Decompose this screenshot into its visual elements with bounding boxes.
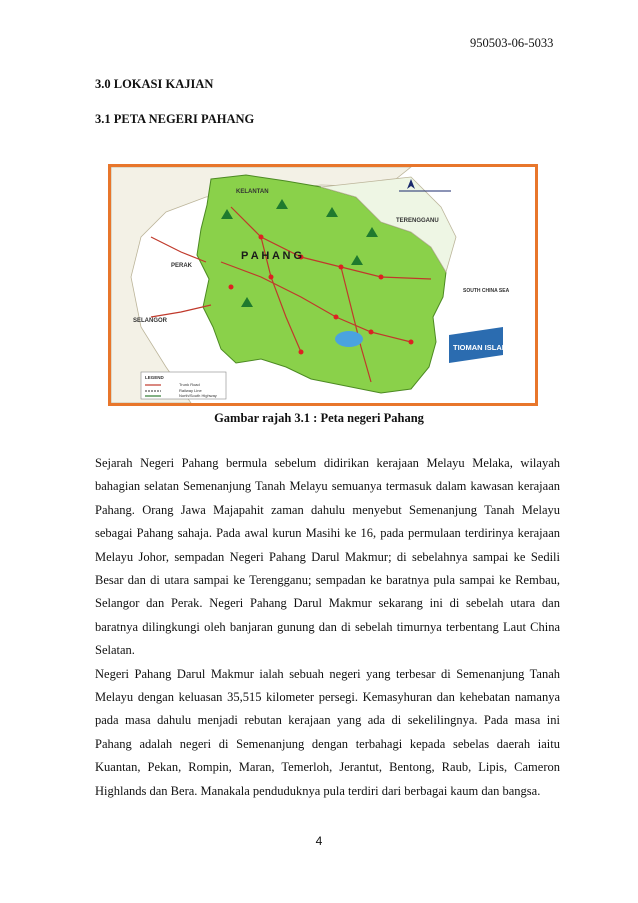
page-number: 4 [315, 834, 323, 848]
selangor-label: SELANGOR [133, 318, 168, 324]
legend-item: Railway Line [179, 388, 202, 393]
legend-title: LEGEND [145, 375, 164, 380]
body-text [95, 452, 560, 803]
legend-item: Trunk Road [179, 382, 200, 387]
sea-label: SOUTH CHINA SEA [463, 288, 510, 294]
lake [335, 331, 363, 347]
map-graphic [111, 167, 535, 403]
island-label: TIOMAN ISLAND [453, 343, 513, 352]
pahang-map [108, 164, 538, 406]
state-name: P A H A N G [241, 250, 303, 262]
terengganu-label: TERENGGANU [396, 218, 439, 224]
kelantan-label: KELANTAN [236, 189, 269, 195]
map-legend [141, 372, 226, 399]
subsection-heading: 3.1 PETA NEGERI PAHANG [95, 112, 255, 126]
legend-item: North/South Highway [179, 393, 217, 398]
student-id: 950503-06-5033 [470, 36, 554, 50]
paragraph: Sejarah Negeri Pahang bermula sebelum didirikan kerajaan Melayu Melaka, wilayah bahagian selatan Semenanjung Tanah Melayu semuanya termasuk dalam kawasan kerajaan Pahang. Orang Jawa Majapahit zaman dahulu menyebut Semenanjung Tanah Melayu sebagai Pahang sahaja. Pada awal kurun Masihi ke 16, pada permulaan terdirinya kerajaan Melayu Johor, sempadan Negeri Pahang Darul Makmur; di sebelahnya sampai ke Sedili Besar dan di utara sampai ke Terengganu; sempadan ke baratnya pula sampai ke Rembau, Selangor dan Perak. Negeri Pahang Darul Makmur sekarang ini di sebelah utara dan baratnya dilingkungi oleh banjaran gunung dan di sebelah timurnya terbentang Laut China Selatan. [95, 456, 560, 658]
tioman-island-badge [449, 327, 513, 363]
paragraph: Negeri Pahang Darul Makmur ialah sebuah negeri yang terbesar di Semenanjung Tanah Melayu dengan keluasan 35,515 kilometer persegi. Kemasyhuran dan kehebatan namanya pada masa dahulu menjadi rebutan kerajaan yang ada di sekelilingnya. Pada masa ini Pahang adalah negeri di Semenanjung dengan terbahagi kepada sebelas daerah iaitu Kuantan, Pekan, Rompin, Maran, Temerloh, Jerantut, Bentong, Raub, Lipis, Cameron Highlands dan Bera. Manakala penduduknya pula terdiri dari berbagai kaum dan bangsa. [95, 666, 560, 798]
perak-label: PERAK [171, 263, 193, 269]
figure-caption: Gambar rajah 3.1 : Peta negeri Pahang [214, 411, 424, 425]
section-heading: 3.0 LOKASI KAJIAN [95, 77, 214, 91]
